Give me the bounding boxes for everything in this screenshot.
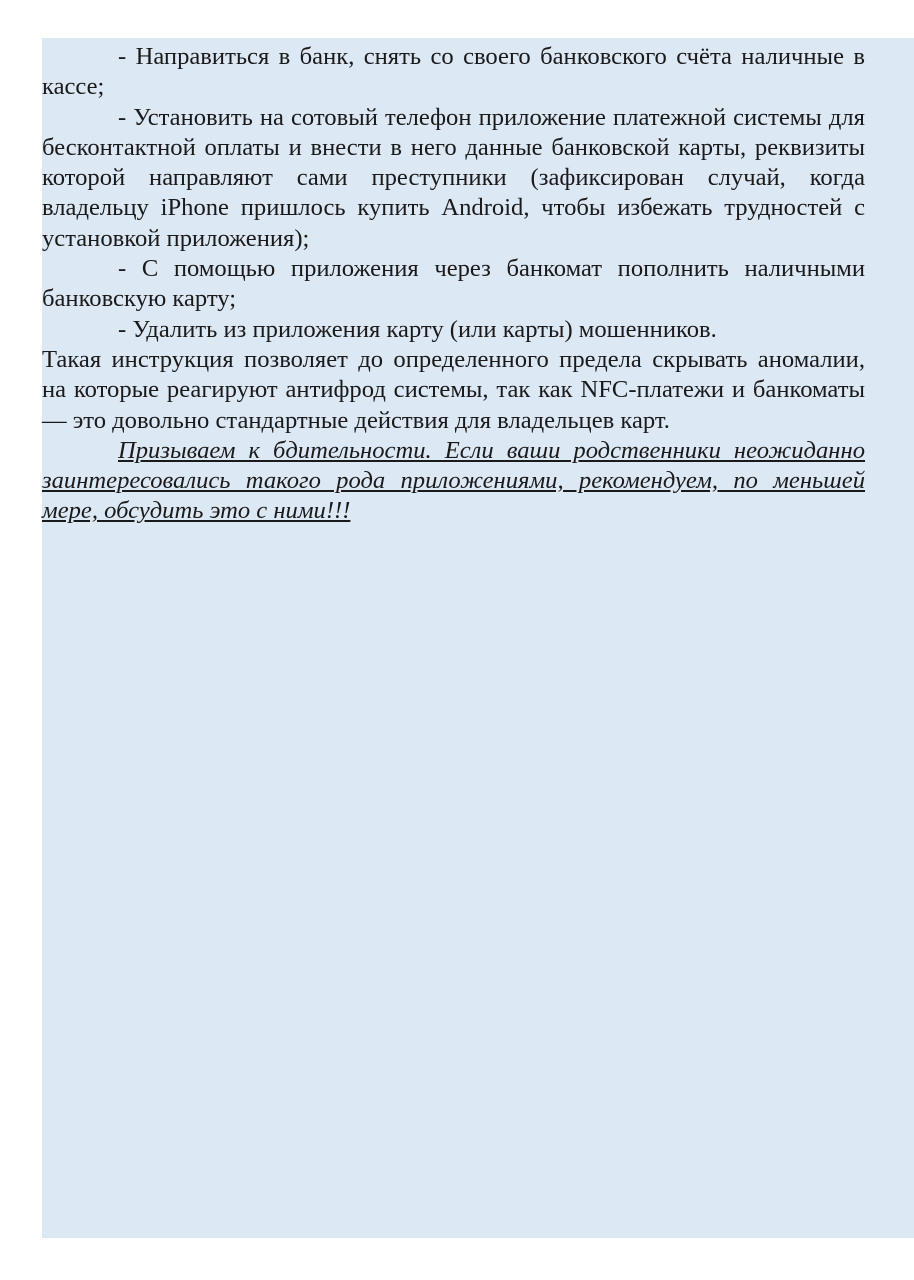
explanation-paragraph: Такая инструкция позволяет до определенного предела скрывать аномалии, на которые реагируют антифрод системы, так как NFC-платежи и банкоматы — это довольно стандартные действия для владельцев карт. — [42, 345, 865, 434]
step-withdraw-cash: - Направиться в банк, снять со своего банковского счёта наличные в кассе; — [42, 43, 865, 101]
step-install-app: - Установить на сотовый телефон приложение платежной системы для бесконтактной оплаты и внести в него данные банковской карты, реквизиты которой направляют сами преступники (зафиксирован случай, когда владельцу iPhone пришлось купить Android, чтобы избежать трудностей с установкой приложения); — [42, 103, 865, 252]
warning-paragraph: Призываем к бдительности. Если ваши родственники неожиданно заинтересовались такого рода приложениями, рекомендуем, по меньшей мере, обсудить это с ними!!! — [42, 436, 865, 525]
step-top-up-card: - С помощью приложения через банкомат пополнить наличными банковскую карту; — [42, 255, 865, 313]
document-page — [42, 38, 914, 1238]
step-remove-card: - Удалить из приложения карту (или карты) мошенников. — [118, 315, 717, 343]
document-body — [42, 42, 865, 527]
